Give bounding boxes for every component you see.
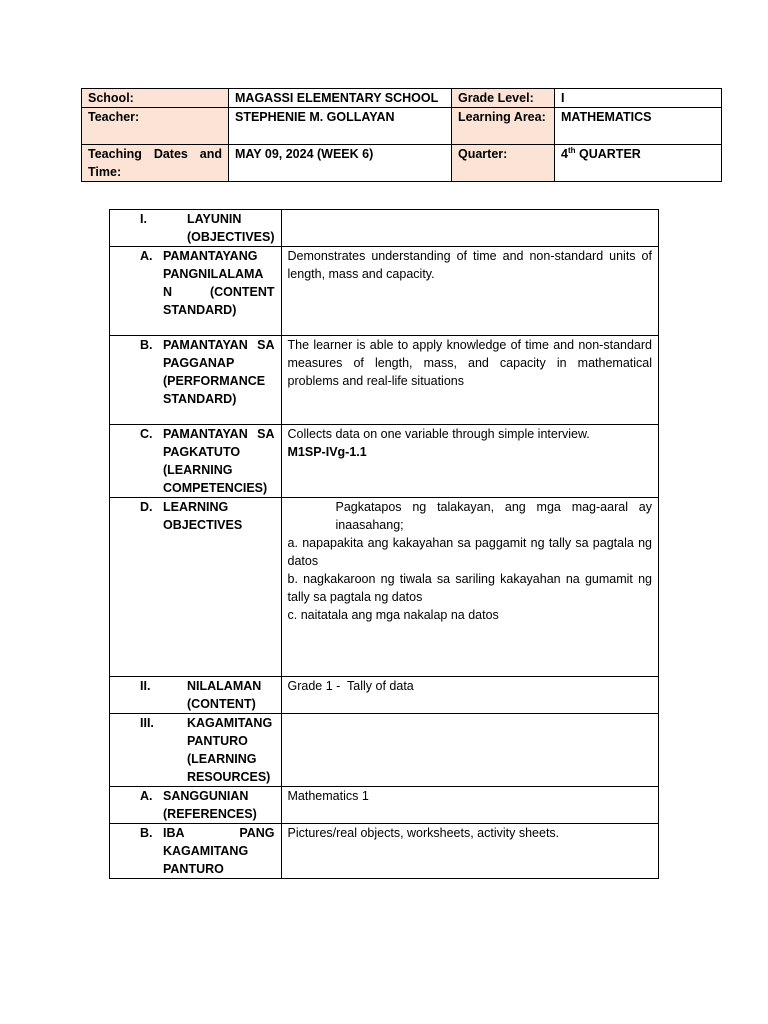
row-number: I. <box>140 212 147 226</box>
row-content: Collects data on one variable through simple interview. <box>287 427 590 441</box>
row-content: Demonstrates understanding of time and non-standard units of length, mass and capacity. <box>281 247 658 336</box>
school-label: School: <box>82 89 229 108</box>
quarter-value <box>555 145 722 182</box>
teaching-dates-label: Teaching Dates and Time: <box>82 145 229 182</box>
header-table <box>81 88 722 182</box>
learning-area-label: Learning Area: <box>452 108 555 145</box>
row-number: II. <box>140 679 151 693</box>
lesson-plan-table <box>109 209 659 879</box>
row-number: A. <box>140 789 153 803</box>
row-number: D. <box>140 500 153 514</box>
dates-row <box>82 145 722 182</box>
school-value: MAGASSI ELEMENTARY SCHOOL <box>229 89 452 108</box>
row-number: C. <box>140 427 153 441</box>
objective-c: c. naitatala ang mga nakalap na datos <box>287 608 499 622</box>
row-number: A. <box>140 249 153 263</box>
teacher-row <box>82 108 722 145</box>
row-label: KAGAMITANG PANTURO (LEARNING RESOURCES) <box>187 716 273 784</box>
grade-level-value: I <box>555 89 722 108</box>
row-content: The learner is able to apply knowledge of time and non-standard measures of length, mass, and capacity in mathematical problems and real-life situations <box>281 336 658 425</box>
quarter-number: 4 <box>561 147 568 161</box>
row-content-standard <box>110 247 659 336</box>
quarter-text: QUARTER <box>579 147 641 161</box>
school-row <box>82 89 722 108</box>
row-other-materials <box>110 824 659 879</box>
row-content-section <box>110 677 659 714</box>
row-learning-resources <box>110 714 659 787</box>
grade-level-label: Grade Level: <box>452 89 555 108</box>
row-content <box>281 714 658 787</box>
row-content: Grade 1 - Tally of data <box>281 677 658 714</box>
competency-code: M1SP-IVg-1.1 <box>287 445 367 459</box>
quarter-label: Quarter: <box>452 145 555 182</box>
teacher-label: Teacher: <box>82 108 229 145</box>
row-number: III. <box>140 716 154 730</box>
row-objectives <box>110 210 659 247</box>
teacher-value: STEPHENIE M. GOLLAYAN <box>229 108 452 145</box>
learning-area-value: MATHEMATICS <box>555 108 722 145</box>
row-label: PAMANTAYANG PANGNILALAMA N (CONTENT STANDARD) <box>163 249 275 317</box>
row-performance-standard <box>110 336 659 425</box>
row-content <box>281 210 658 247</box>
row-label: IBA PANG KAGAMITANG PANTURO <box>163 826 275 876</box>
row-references <box>110 787 659 824</box>
row-label: SANGGUNIAN (REFERENCES) <box>163 789 257 821</box>
row-content: Mathematics 1 <box>281 787 658 824</box>
quarter-ordinal: th <box>567 145 576 155</box>
row-label: LAYUNIN (OBJECTIVES) <box>187 212 275 244</box>
row-learning-competencies <box>110 425 659 498</box>
objective-b: b. nagkakaroon ng tiwala sa sariling kakayahan na gumamit ng tally sa pagtala ng datos <box>287 572 652 604</box>
row-content: Pictures/real objects, worksheets, activity sheets. <box>281 824 658 879</box>
row-label: PAMANTAYAN SA PAGGANAP (PERFORMANCE STANDARD) <box>163 338 275 406</box>
row-learning-objectives <box>110 498 659 677</box>
row-number: B. <box>140 338 153 352</box>
row-label: PAMANTAYAN SA PAGKATUTO (LEARNING COMPETENCIES) <box>163 427 275 495</box>
row-number: B. <box>140 826 153 840</box>
teaching-dates-value: MAY 09, 2024 (WEEK 6) <box>229 145 452 182</box>
objective-a: a. napapakita ang kakayahan sa paggamit ng tally sa pagtala ng datos <box>287 536 652 568</box>
objectives-intro: Pagkatapos ng talakayan, ang mga mag-aaral ay inaasahang; <box>335 500 652 532</box>
row-label: LEARNING OBJECTIVES <box>163 500 243 532</box>
row-label: NILALAMAN (CONTENT) <box>187 679 262 711</box>
